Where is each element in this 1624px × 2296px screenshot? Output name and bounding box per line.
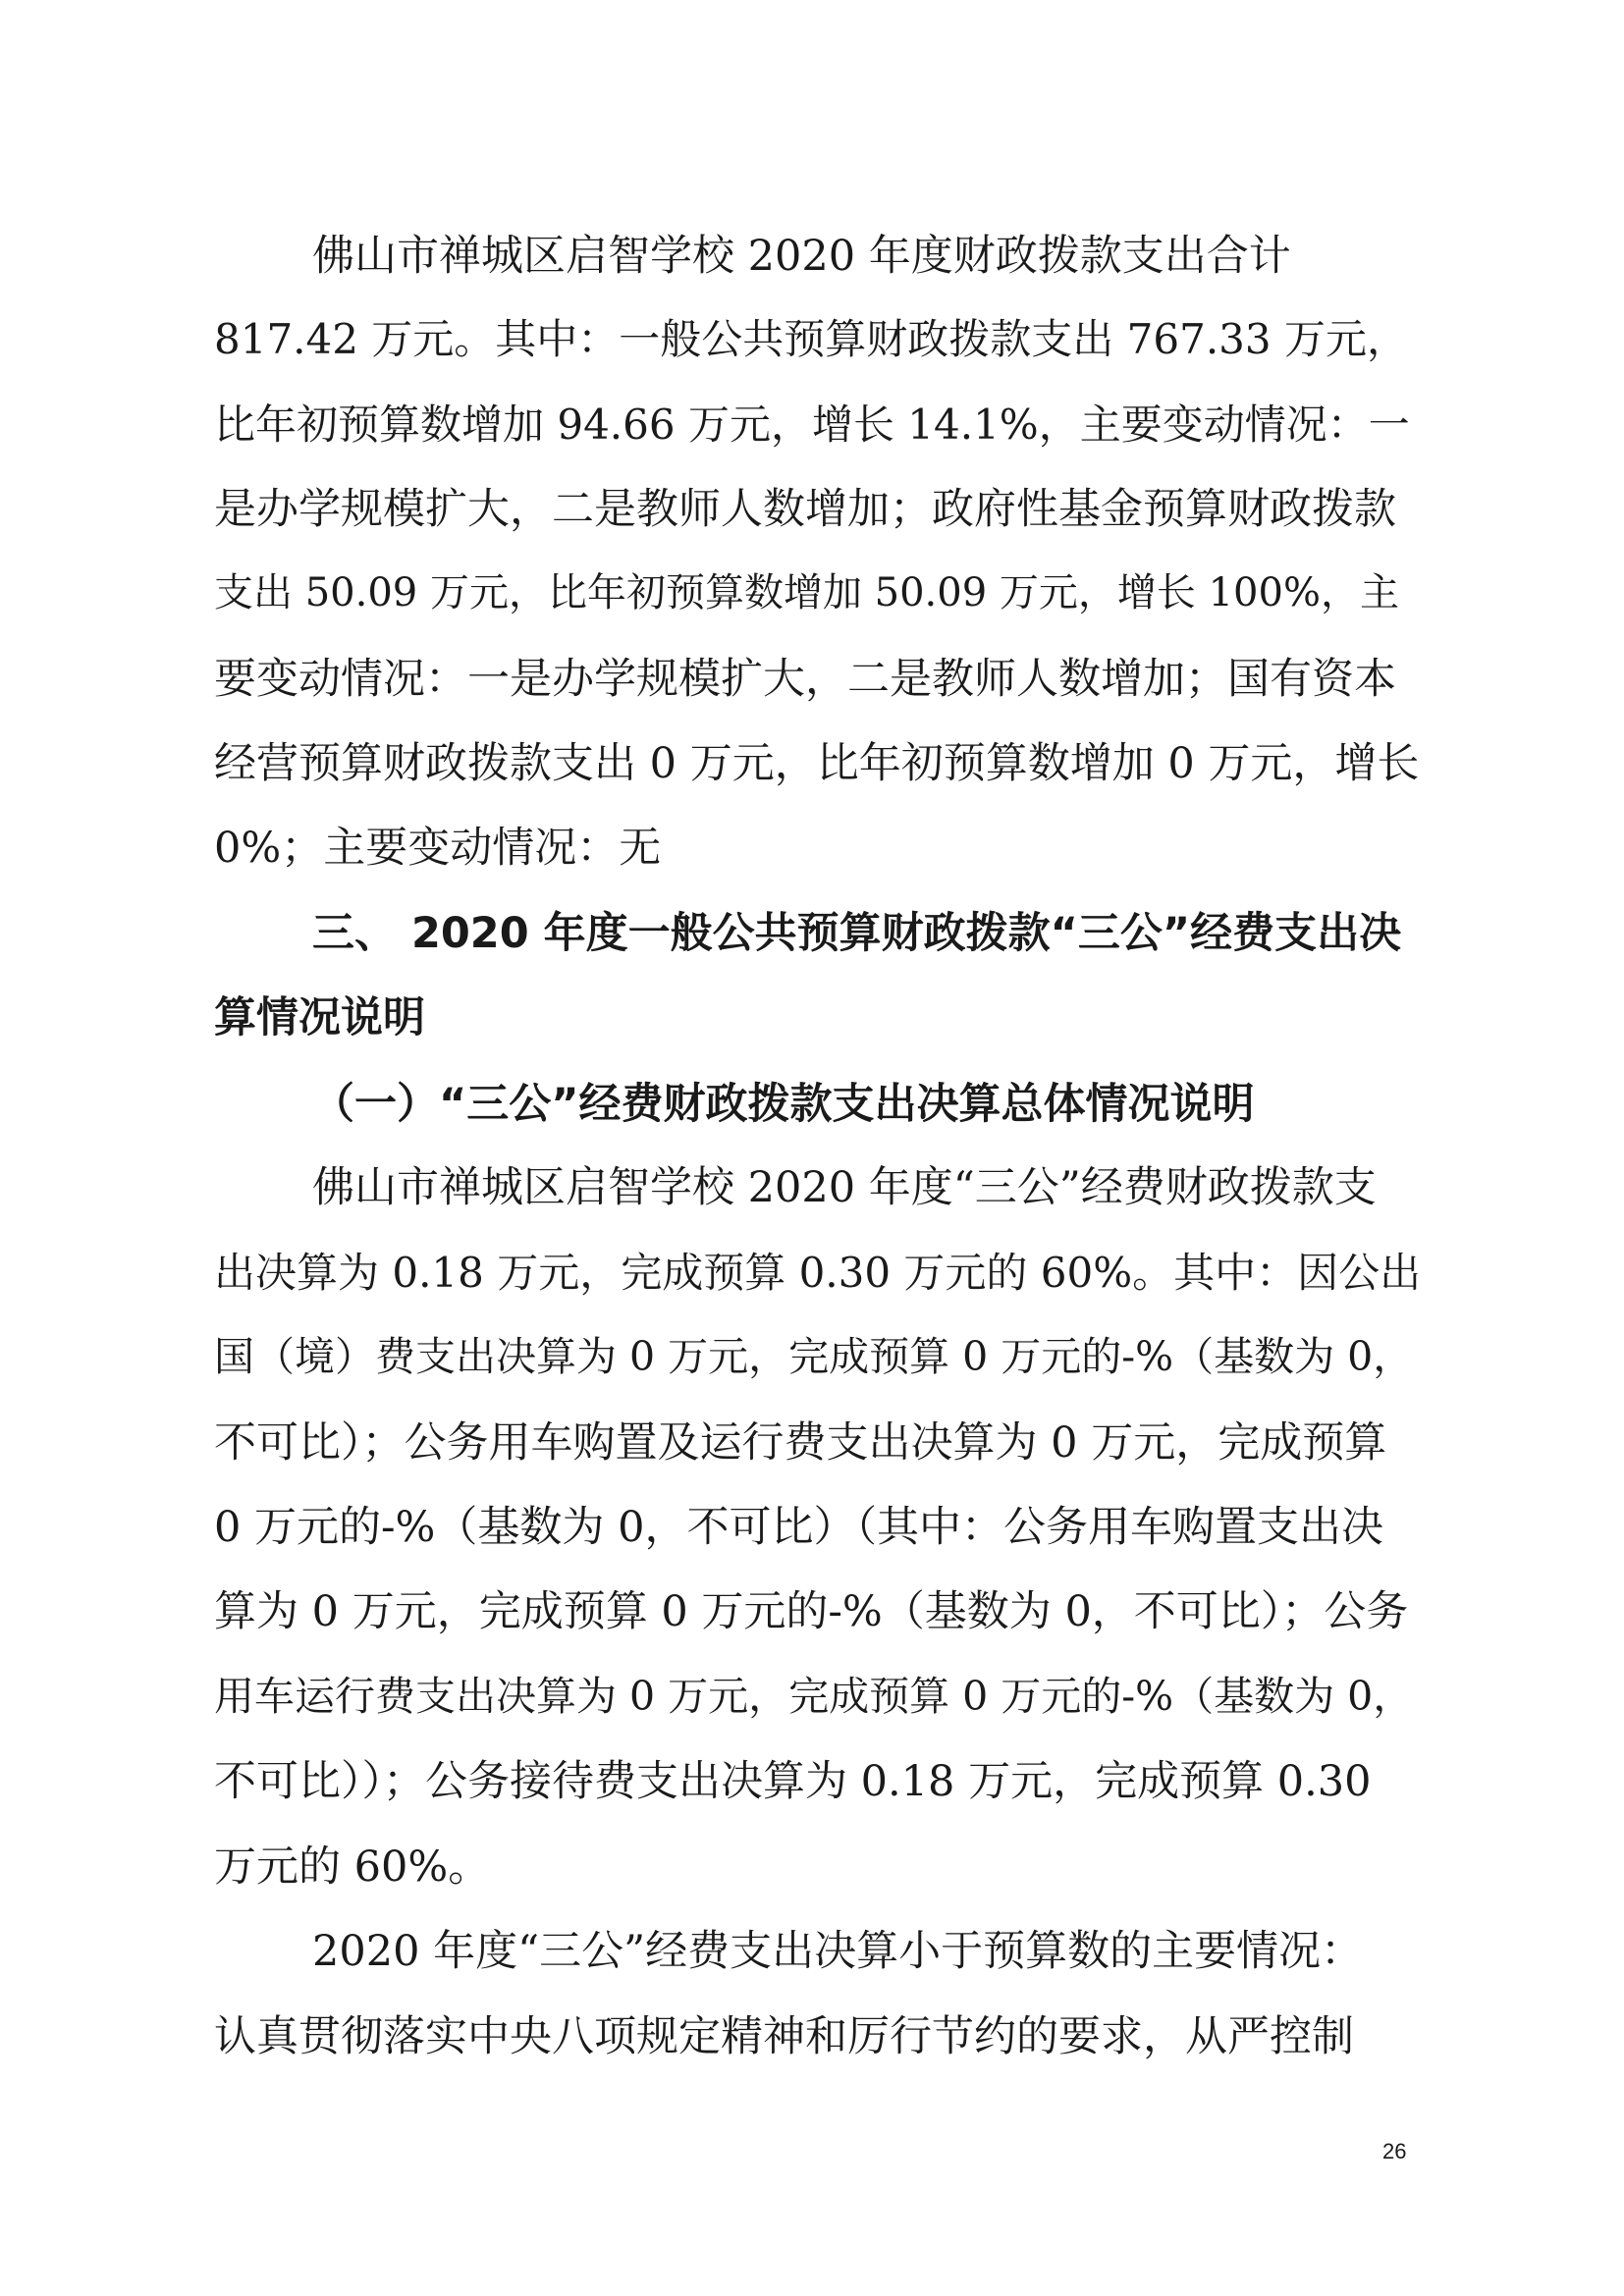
paragraph-2-line-2: 出决算为 0.18 万元，完成预算 0.30 万元的 60%。其中：因公出	[214, 1249, 1422, 1297]
paragraph-2-line-3: 国（境）费支出决算为 0 万元，完成预算 0 万元的-%（基数为 0，	[214, 1333, 1414, 1380]
paragraph-2-line-9: 万元的 60%。	[214, 1842, 491, 1892]
paragraph-2-line-8: 不可比））；公务接待费支出决算为 0.18 万元，完成预算 0.30	[214, 1757, 1372, 1806]
paragraph-3-line-2: 认真贯彻落实中央八项规定精神和厉行节约的要求，从严控制	[214, 2012, 1354, 2061]
paragraph-2-line-5: 0 万元的-%（基数为 0，不可比）（其中：公务用车购置支出决	[214, 1503, 1383, 1552]
section-heading-line-1: 三、 2020 年度一般公共预算财政拨款“三公”经费支出决	[312, 909, 1402, 958]
paragraph-1-line-6: 要变动情况：一是办学规模扩大，二是教师人数增加；国有资本	[214, 655, 1396, 704]
paragraph-1-line-3: 比年初预算数增加 94.66 万元，增长 14.1%，主要变动情况：一	[214, 400, 1410, 449]
paragraph-2-line-1: 佛山市禅城区启智学校 2020 年度“三公”经费财政拨款支	[312, 1163, 1377, 1212]
paragraph-1-line-7: 经营预算财政拨款支出 0 万元，比年初预算数增加 0 万元，增长	[214, 739, 1420, 788]
page-number: 26	[1382, 2139, 1407, 2163]
paragraph-3-line-1: 2020 年度“三公”经费支出决算小于预算数的主要情况：	[312, 1927, 1364, 1976]
paragraph-1-line-5: 支出 50.09 万元，比年初预算数增加 50.09 万元，增长 100%，主	[214, 570, 1399, 615]
section-heading-line-2: 算情况说明	[214, 993, 425, 1042]
paragraph-2-line-7: 用车运行费支出决算为 0 万元，完成预算 0 万元的-%（基数为 0，	[214, 1673, 1414, 1720]
paragraph-1-line-8: 0%；主要变动情况：无	[214, 824, 662, 873]
paragraph-1-line-1: 佛山市禅城区启智学校 2020 年度财政拨款支出合计	[312, 232, 1291, 281]
paragraph-1-line-2: 817.42 万元。其中：一般公共预算财政拨款支出 767.33 万元，	[214, 315, 1408, 363]
paragraph-1-line-4: 是办学规模扩大，二是教师人数增加；政府性基金预算财政拨款	[214, 485, 1396, 534]
subsection-heading: （一）“三公”经费财政拨款支出决算总体情况说明	[312, 1080, 1255, 1129]
paragraph-2-line-4: 不可比）；公务用车购置及运行费支出决算为 0 万元，完成预算	[214, 1418, 1387, 1468]
paragraph-2-line-6: 算为 0 万元，完成预算 0 万元的-%（基数为 0，不可比）；公务	[214, 1587, 1409, 1636]
